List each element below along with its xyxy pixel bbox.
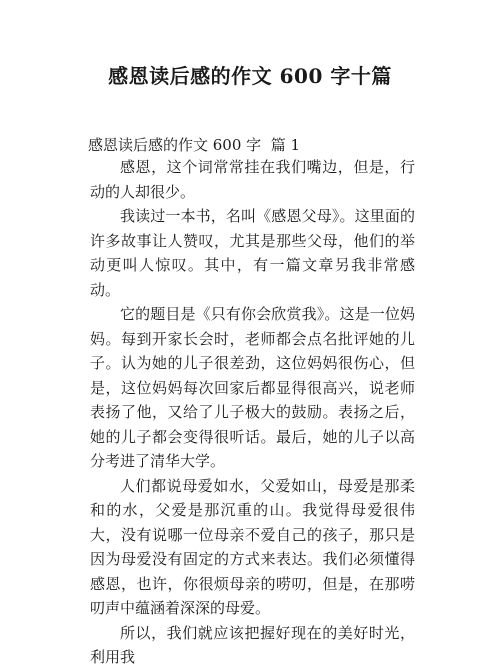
paragraph: 它的题目是《只有你会欣赏我》。这是一位妈妈。每到开家长会时，老师都会点名批评她的儿子。认为她的儿子很差劲，这位妈妈很伤心，但是，这位妈妈每次回家后都显得很高兴，说老师表扬了他，又给了儿子极大的鼓励。表扬之后，她的儿子都会变得很听话。最后，她的儿子以高分考进了清华大学。 <box>90 305 415 470</box>
paragraph: 所以，我们就应该把握好现在的美好时光，利用我 <box>90 623 415 666</box>
paragraph: 人们都说母爱如水，父爱如山，母爱是那柔和的水，父爱是那沉重的山。我觉得母爱很伟大，没有说哪一位母亲不爱自己的孩子，那只是因为母爱没有固定的方式来表达。我们必须懂得感恩，也许，你很烦母亲的唠叨，但是，在那唠叨声中蕴涵着深深的母爱。 <box>90 476 415 617</box>
document-title: 感恩读后感的作文 600 字十篇 <box>108 64 392 88</box>
section-heading: 感恩读后感的作文 600 字 篇 1 <box>88 136 301 154</box>
paragraph: 感恩，这个词常常挂在我们嘴边，但是，行动的人却很少。 <box>90 158 415 201</box>
paragraph: 我读过一本书，名叫《感恩父母》。这里面的许多故事让人赞叹，尤其是那些父母，他们的举动更叫人惊叹。其中，有一篇文章另我非常感动。 <box>90 207 415 299</box>
document-body <box>90 155 415 670</box>
